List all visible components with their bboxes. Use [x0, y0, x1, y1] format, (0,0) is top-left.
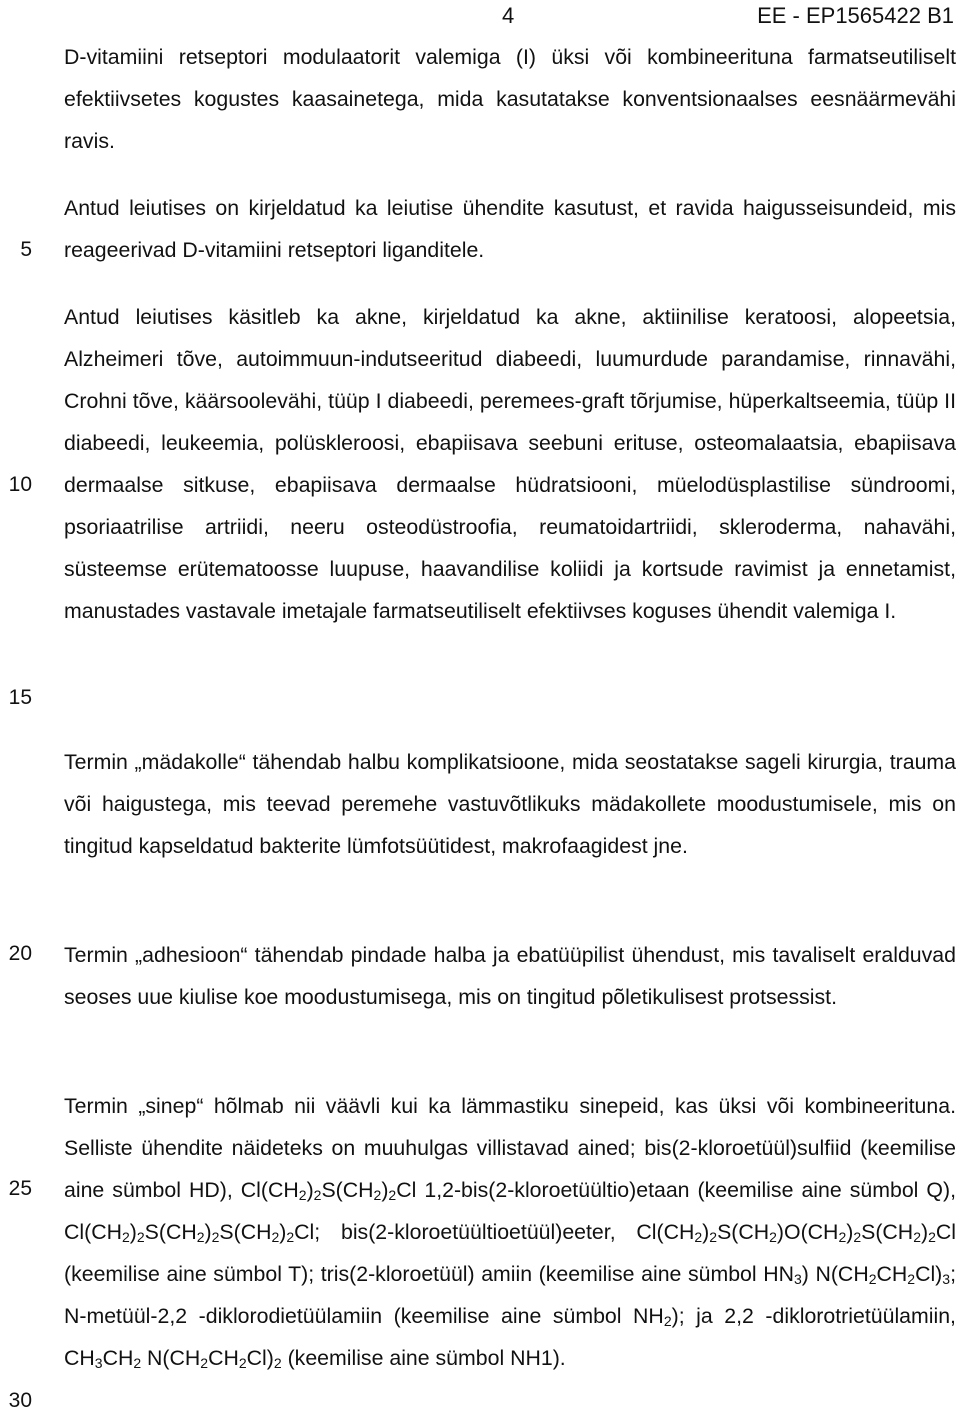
- line-number: 30: [8, 1389, 32, 1412]
- document-id: EE - EP1565422 B1: [757, 3, 954, 28]
- line-number: 15: [8, 686, 32, 709]
- paragraph: Termin „adhesioon“ tähendab pindade halba ja ebatüüpilist ühendust, mis tavaliselt eralduvad seoses uue kiulise koe moodustumisega, mis on tingitud põletikulisest protsessist.: [64, 943, 956, 1009]
- paragraph: Termin „mädakolle“ tähendab halbu komplikatsioone, mida seostatakse sageli kirurgia, trauma või haigustega, mis teevad peremehe vastuvõtlikuks mädakollete moodustumisele, mis on tingitud kapseldatud bakterite lümfotsüütidest, makrofaagidest jne.: [64, 750, 956, 858]
- paragraph-mustards: Termin „sinep“ hõlmab nii väävli kui ka lämmastiku sinepeid, kas üksi või kombineerituna. Selliste ühendite näideteks on muuhulgas villistavad ained; bis(2-kloroetüül)sulfiid (keemilise aine sümbol HD), $Cl(CH_2)_2S(CH_2)_2Cl$ 1,2-bis(2-kloroetüültio)etaan (keemilise aine sümbol Q), $Cl(CH_2)_2S(CH_2)_2S(CH_2)_2Cl$; bis(2-kloroetüültioetüül)eeter, $Cl(CH_2)_2S(CH_2)O(CH_2)_2S(CH_2)_2Cl$ (keemilise aine sümbol T); tris(2-kloroetüül) amiin (keemilise aine sümbol $HN_3$) $N(CH_2CH_2Cl)_3$; N-metüül-2,2 -diklorodietüülamiin (keemilise aine sümbol $NH_2$); ja 2,2 -diklorotrietüülamiin, $CH_3CH_2$ $N(CH_2CH_2Cl)_2$ (keemilise aine sümbol NH1).: [64, 1094, 957, 1371]
- line-number: 5: [20, 238, 32, 261]
- page-number: 4: [502, 3, 515, 28]
- paragraph: Antud leiutises käsitleb ka akne, kirjeldatud ka akne, aktiinilise keratoosi, alopeetsia, Alzheimeri tõve, autoimmuun-indutseeritud diabeedi, luumurdude parandamise, rinnavähi, Crohni tõve, käärsoolevähi, tüüp I diabeedi, peremees-graft tõrjumise, hüperkaltseemia, tüüp II diabeedi, leukeemia, polüskleroosi, ebapiisava seebuni erituse, osteomalaatsia, ebapiisava dermaalse sitkuse, ebapiisava dermaalse hüdratsiooni, müelodüsplastilise sündroomi, psoriaatrilise artriidi, neeru osteodüstroofia, reumatoidartriidi, skleroderma, nahavähi, süsteemse erütematoosse luupuse, haavandilise koliidi ja kortsude ravimist ja ennetamist, manustades vastavale imetajale farmatseutiliselt efektiivses koguses ühendit valemiga I.: [64, 305, 956, 623]
- line-number: 25: [8, 1177, 32, 1200]
- paragraph: D-vitamiini retseptori modulaatorit valemiga (I) üksi või kombineerituna farmatseutiliselt efektiivsetes kogustes kaasainetega, mida kasutatakse konventsionaalses eesnäärmevähi ravis.: [64, 45, 956, 153]
- paragraph: Antud leiutises on kirjeldatud ka leiutise ühendite kasutust, et ravida haigusseisundeid, mis reageerivad D-vitamiini retseptori liganditele.: [64, 196, 956, 262]
- line-number: 20: [8, 942, 32, 965]
- line-number: 10: [8, 473, 32, 496]
